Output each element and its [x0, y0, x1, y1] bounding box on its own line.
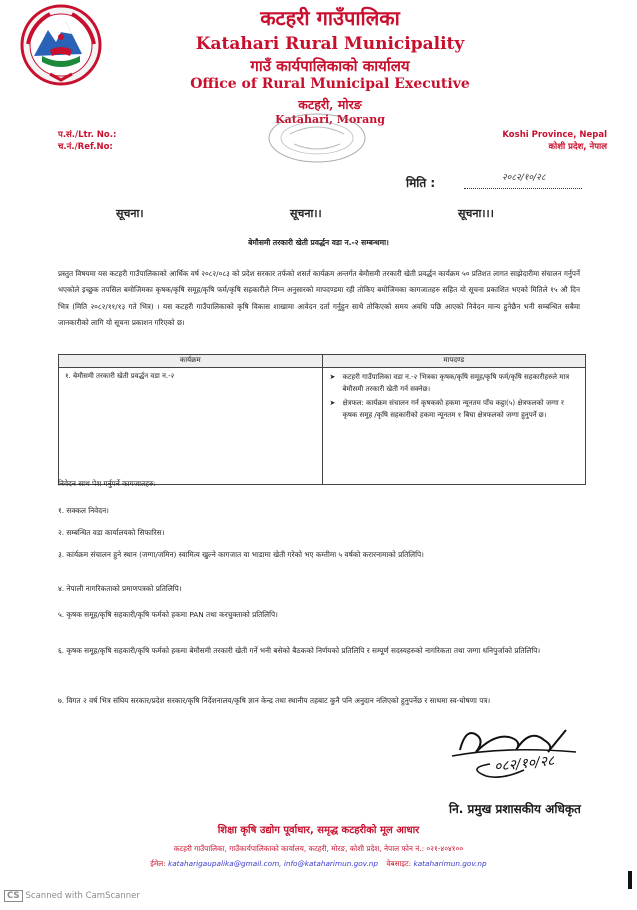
website-link[interactable]: kataharimun.gov.np [413, 859, 487, 868]
scan-edge-mark [628, 871, 632, 889]
document-item: ५. कृषक समूह/कृषि सहकारी/कृषि फर्मको हकमा PAN तथा करचुक्ताको प्रतिलिपि। [58, 610, 278, 619]
program-table [58, 354, 586, 485]
office-name-en: Office of Rural Municipal Executive [190, 76, 470, 92]
email-label: ईमेल: [150, 859, 166, 868]
signature-icon [426, 706, 626, 796]
signature-date: ०८२/१०/२८ [493, 752, 556, 776]
municipality-name-en: Katahari Rural Municipality [195, 34, 465, 54]
document-item: ३. कार्यक्रम संचालन हुने स्थान (जग्गा/जमिन) स्वामित्व खुल्ने कागजात वा भाडामा खेती गरेको भए कम्तीमा ५ वर्षको करारनामाको प्रतिलिपि। [58, 550, 424, 559]
date-value: २०८२/१०/२८ [502, 173, 546, 183]
table-header-program: कार्यक्रम [59, 355, 323, 368]
date-label: मिति : [406, 176, 436, 190]
province-block [502, 129, 607, 153]
notice-heading-3: सूचना।।। [458, 207, 494, 220]
program-name: १. बेमौसमी तरकारी खेती प्रवर्द्धन वडा न.-२ [65, 372, 175, 380]
nepal-emblem-icon [20, 4, 102, 86]
subject-line: बेमौसमी तरकारी खेती प्रवर्द्धन वडा न.-२ सम्बन्धमा। [248, 238, 389, 247]
office-stamp-icon [262, 110, 372, 166]
table-row [59, 368, 586, 485]
scanner-watermark [4, 890, 140, 902]
document-item: ६. कृषक समूह/कृषि सहकारी/कृषि फर्मको हकमा बेमौसमी तरकारी खेती गर्ने भनी बसेको बैठकको निर्णयको प्रतिलिपि र सम्पूर्ण सदस्यहरुको नागरिकता तथा जग्गा धनिपुर्जाको प्रतिलिपि। [58, 646, 541, 655]
notice-heading-1: सूचना। [116, 207, 144, 220]
office-name-np: गाउँ कार्यपालिकाको कार्यालय [250, 57, 410, 75]
document-item: २. सम्बन्धित वडा कार्यालयको सिफारिस। [58, 528, 165, 537]
reference-block [58, 129, 116, 153]
location-np: कटहरी, मोरङ [298, 97, 362, 112]
province-en: Koshi Province, Nepal [502, 130, 607, 140]
municipality-name-np: कटहरी गाउँपालिका [260, 6, 400, 30]
camscanner-logo-icon: CS [4, 890, 23, 902]
table-header-criteria: मापदण्ड [322, 355, 586, 368]
footer-contact [0, 859, 637, 869]
document-item: ७. विगत २ वर्ष भित्र संघिय सरकार/प्रदेश सरकार/कृषि निर्देशनालय/कृषि ज्ञान केन्द्र तथा स्थानीय तहबाट कुनै पनि अनुदान नलिएको हुनुपर्नेछ र साथमा स्व-घोषणा पत्र। [58, 696, 491, 705]
footer-motto: शिक्षा कृषि उद्योग पूर्वाधार, समृद्ध कटहरीको मूल आधार [217, 825, 420, 836]
document-item: १. सक्कल निवेदन। [58, 506, 109, 515]
notice-heading-2: सूचना।। [290, 207, 322, 220]
letter-number-label: प.सं./Ltr. No.: [58, 130, 117, 140]
criteria-item: ➤ क्षेत्रफल: कार्यक्रम संचालन गर्न कृषकको हकमा न्यूनतम पाँच कट्ठा(५) क्षेत्रफलको जग्गा र कृषक समूह /कृषि सहकारीको हकमा न्यूनतम १ बिघा क्षेत्रफलको जग्गा हुनुपर्ने छ। [343, 398, 580, 421]
criteria-cell [322, 368, 586, 485]
notice-body: प्रस्तुत विषयमा यस कटहरी गाउँपालिकाको आर्थिक वर्ष २०८२/०८३ को प्रदेश सरकार तर्फको शसर्त कार्यक्रम अन्तर्गत बेमौसमी तरकारी खेती प्रवर्द्धन कार्यक्रम ५० प्रतिशत लागत साझेदारीमा संचालन गर्नुपर्ने भएकोले इच्छुक तपसिल बमोजिमका कृषक/कृषि समूह/कृषि फर्म/कृषि सहकारीले निम्न अनुसारको मापदण्डमा रही तोकिए बमोजिमका कागजातहरु सहित यो सूचना प्रकाशित भएको मितिले १५ औ दिन भित्र (मिति २०८२/११/१३ गते भित्र) । यस कटहरी गाउँपालिकाको कृषि विकास शाखामा आवेदन दर्ता गर्नुहुन साथै तोकिएको समय अवधि पछि आएको निवेदन मान्य हुनेछैन भनी सम्बन्धित सबैमा जानकारीको लागि यो सूचना प्रकाशन गरिएको छ। [58, 269, 580, 328]
reference-number-label: च.नं./Ref.No: [58, 142, 113, 152]
email-link[interactable]: kataharigaupalika@gmail.com, info@kataharimun.gov.np [167, 859, 379, 868]
location-en: Katahari, Morang [275, 113, 385, 126]
website-label: वेबसाइट: [386, 859, 412, 868]
document-item: ४. नेपाली नागरिकताको प्रमाणपत्रको प्रतिलिपि। [58, 584, 182, 593]
scanner-text: Scanned with CamScanner [25, 891, 140, 901]
footer-address: कटहरी गाउँपालिका, गाउँकार्यपालिकाको कार्यालय, कटहरी, मोरङ, कोशी प्रदेश, नेपाल फोन नं.: ०२१-४०४१०० [173, 844, 464, 853]
criteria-item: ➤ कटहरी गाउँपालिका वडा न.-२ भित्रका कृषक/कृषि समूह/कृषि फर्म/कृषि सहकारीहरुले मात्र बेमौसमी तरकारी खेती गर्न सक्नेछ। [343, 372, 580, 395]
province-np: कोशी प्रदेश, नेपाल [548, 142, 607, 152]
documents-intro: निवेदन साथ पेश गर्नुपर्ने कागजातहरु: [58, 479, 156, 488]
program-cell [59, 368, 323, 485]
signer-title: नि. प्रमुख प्रशासकीय अधिकृत [449, 802, 581, 816]
